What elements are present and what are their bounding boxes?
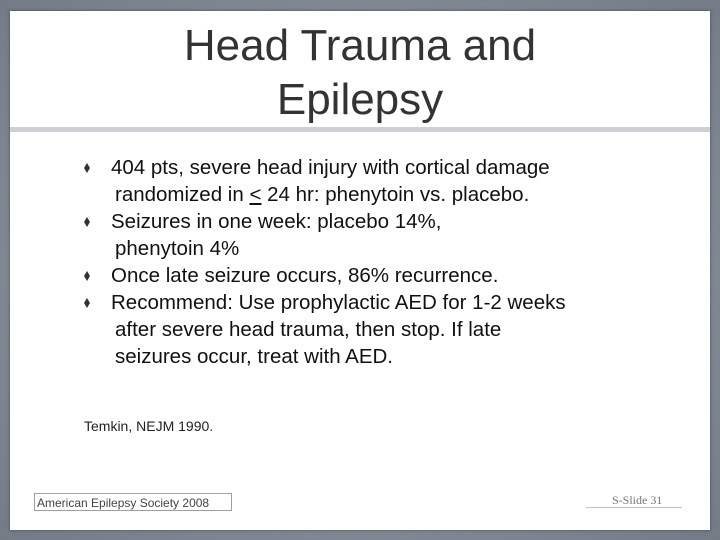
bullet-item (82, 289, 702, 370)
bullet-fragment: randomized in (115, 183, 250, 206)
bullet-item (82, 208, 702, 262)
slide-title-line-2: Epilepsy (276, 75, 444, 124)
bullet-item (82, 262, 702, 289)
slide-title-line-1: Head Trauma and (183, 21, 537, 70)
bullet-list (82, 154, 702, 370)
slide-title (10, 19, 710, 127)
bullet-line: Once late seizure occurs, 86% recurrence. (111, 264, 499, 287)
footer-organization: American Epilepsy Society 2008 (34, 493, 232, 511)
citation: Temkin, NEJM 1990. (84, 418, 214, 434)
bullet-line: 404 pts, severe head injury with cortical damage (111, 156, 550, 179)
title-divider (10, 127, 710, 132)
diamond-bullet-icon (82, 162, 92, 174)
diamond-bullet-icon (82, 297, 92, 309)
less-than-or-equal-symbol: < (249, 183, 262, 206)
bullet-text (111, 208, 702, 262)
bullet-line: Seizures in one week: placebo 14%, (111, 210, 442, 233)
bullet-fragment: 24 hr: phenytoin vs. placebo. (261, 183, 530, 206)
bullet-line: after severe head trauma, then stop. If late (115, 318, 502, 341)
bullet-line: Recommend: Use prophylactic AED for 1-2 weeks (111, 291, 566, 314)
diamond-bullet-icon (82, 270, 92, 282)
bullet-item (82, 154, 702, 208)
bullet-line (111, 181, 702, 208)
bullet-line: phenytoin 4% (115, 237, 240, 260)
bullet-text (111, 154, 702, 208)
bullet-line: seizures occur, treat with AED. (115, 345, 394, 368)
bullet-text (111, 262, 702, 289)
slide (10, 11, 710, 530)
diamond-bullet-icon (82, 216, 92, 228)
slide-number: S-Slide 31 (612, 493, 663, 507)
bullet-text (111, 289, 702, 370)
